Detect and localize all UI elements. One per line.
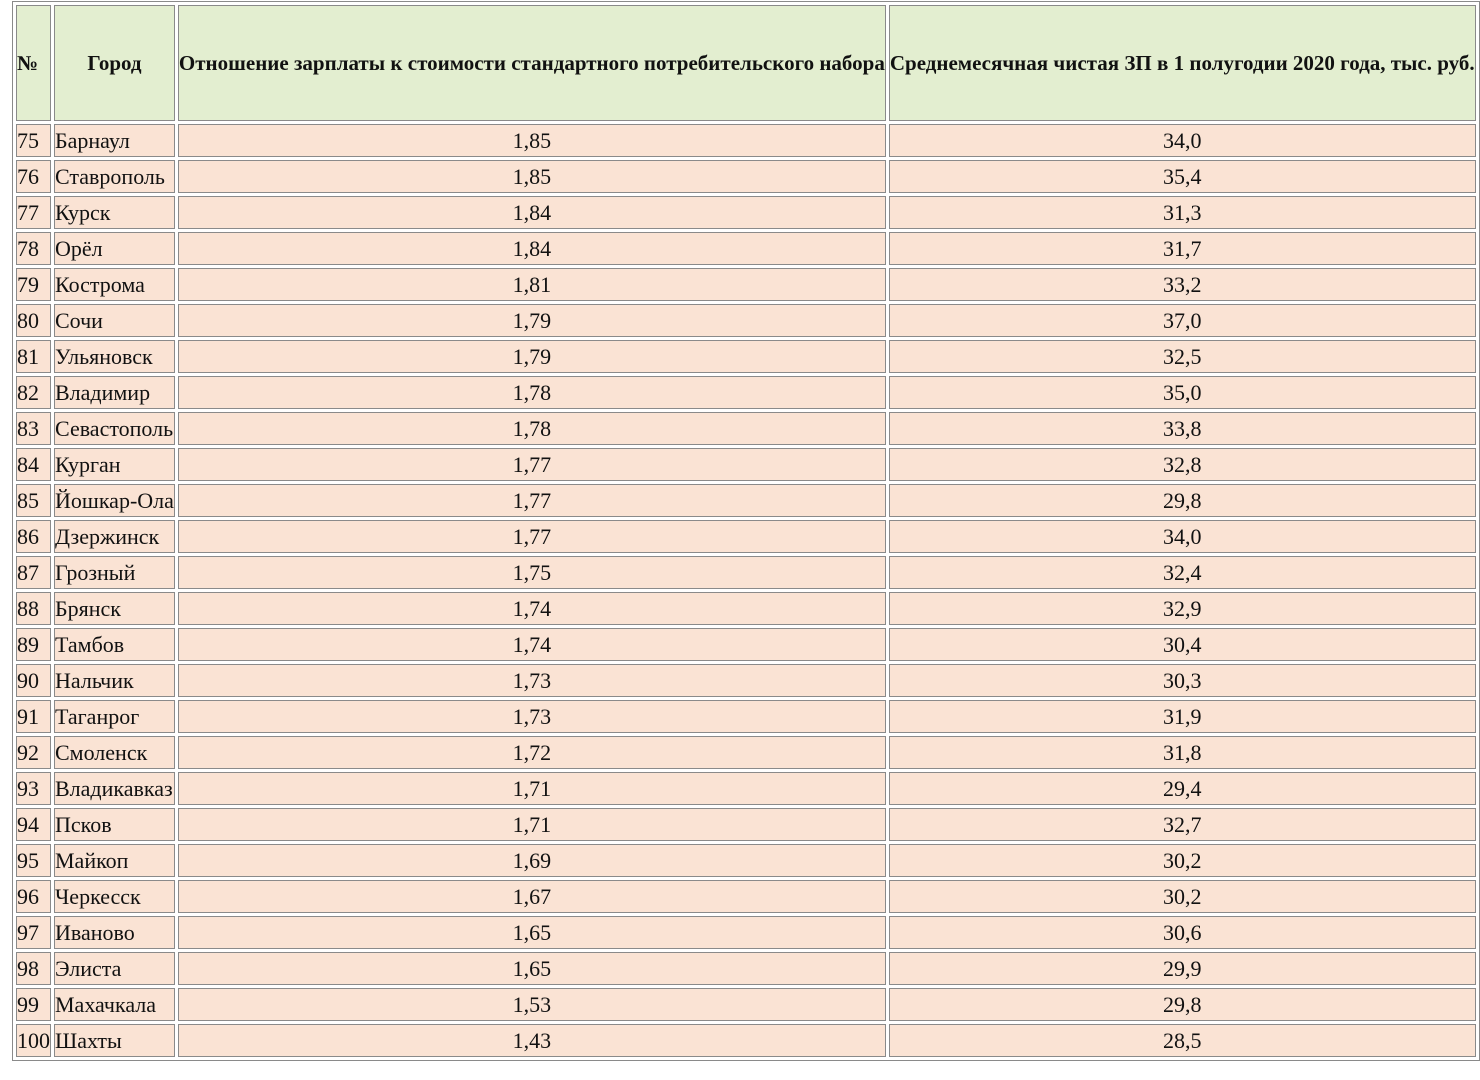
salary-ratio-value: 1,43 — [178, 1024, 886, 1057]
city-name: Дзержинск — [54, 520, 175, 553]
table-row — [16, 592, 1476, 625]
table-row — [16, 952, 1476, 985]
row-number: 77 — [16, 196, 51, 229]
row-number: 76 — [16, 160, 51, 193]
row-number: 90 — [16, 664, 51, 697]
table-row — [16, 880, 1476, 913]
row-number: 81 — [16, 340, 51, 373]
average-salary-value: 32,5 — [889, 340, 1476, 373]
average-salary-value: 28,5 — [889, 1024, 1476, 1057]
city-salary-table — [12, 1, 1480, 1061]
city-name: Владимир — [54, 376, 175, 409]
average-salary-value: 32,4 — [889, 556, 1476, 589]
row-number: 88 — [16, 592, 51, 625]
table-row — [16, 448, 1476, 481]
city-name: Ставрополь — [54, 160, 175, 193]
row-number: 96 — [16, 880, 51, 913]
salary-ratio-value: 1,78 — [178, 412, 886, 445]
table-row — [16, 520, 1476, 553]
city-name: Тамбов — [54, 628, 175, 661]
average-salary-value: 30,6 — [889, 916, 1476, 949]
row-number: 97 — [16, 916, 51, 949]
city-name: Грозный — [54, 556, 175, 589]
table-row — [16, 556, 1476, 589]
average-salary-value: 33,2 — [889, 268, 1476, 301]
average-salary-value: 32,7 — [889, 808, 1476, 841]
row-number: 85 — [16, 484, 51, 517]
city-name: Курск — [54, 196, 175, 229]
table-row — [16, 196, 1476, 229]
table-row — [16, 988, 1476, 1021]
city-name: Махачкала — [54, 988, 175, 1021]
table-row — [16, 124, 1476, 157]
row-number: 78 — [16, 232, 51, 265]
average-salary-value: 30,2 — [889, 844, 1476, 877]
average-salary-value: 29,8 — [889, 988, 1476, 1021]
row-number: 100 — [16, 1024, 51, 1057]
table-row — [16, 700, 1476, 733]
city-name: Смоленск — [54, 736, 175, 769]
city-name: Барнаул — [54, 124, 175, 157]
row-number: 86 — [16, 520, 51, 553]
header-average-salary: Среднемесячная чистая ЗП в 1 полугодии 2020 года, тыс. руб. — [889, 5, 1476, 121]
city-name: Таганрог — [54, 700, 175, 733]
table-row — [16, 412, 1476, 445]
row-number: 92 — [16, 736, 51, 769]
city-name: Севастополь — [54, 412, 175, 445]
table-row — [16, 268, 1476, 301]
average-salary-value: 31,7 — [889, 232, 1476, 265]
salary-ratio-value: 1,73 — [178, 664, 886, 697]
salary-ratio-value: 1,77 — [178, 520, 886, 553]
average-salary-value: 34,0 — [889, 520, 1476, 553]
city-name: Сочи — [54, 304, 175, 337]
average-salary-value: 34,0 — [889, 124, 1476, 157]
table-row — [16, 340, 1476, 373]
salary-ratio-value: 1,69 — [178, 844, 886, 877]
average-salary-value: 31,8 — [889, 736, 1476, 769]
city-name: Шахты — [54, 1024, 175, 1057]
salary-ratio-value: 1,53 — [178, 988, 886, 1021]
header-salary-ratio: Отношение зарплаты к стоимости стандартного потребительского набора — [178, 5, 886, 121]
row-number: 95 — [16, 844, 51, 877]
salary-ratio-value: 1,79 — [178, 304, 886, 337]
row-number: 83 — [16, 412, 51, 445]
average-salary-value: 29,9 — [889, 952, 1476, 985]
salary-ratio-value: 1,71 — [178, 808, 886, 841]
salary-ratio-value: 1,79 — [178, 340, 886, 373]
row-number: 79 — [16, 268, 51, 301]
table-row — [16, 160, 1476, 193]
row-number: 94 — [16, 808, 51, 841]
average-salary-value: 31,3 — [889, 196, 1476, 229]
table-row — [16, 376, 1476, 409]
table-row — [16, 736, 1476, 769]
row-number: 84 — [16, 448, 51, 481]
table-row — [16, 304, 1476, 337]
row-number: 98 — [16, 952, 51, 985]
table-row — [16, 484, 1476, 517]
table-row — [16, 628, 1476, 661]
salary-ratio-value: 1,65 — [178, 916, 886, 949]
table-row — [16, 1024, 1476, 1057]
salary-ratio-value: 1,78 — [178, 376, 886, 409]
city-name: Йошкар-Ола — [54, 484, 175, 517]
salary-ratio-value: 1,75 — [178, 556, 886, 589]
table-row — [16, 664, 1476, 697]
city-name: Элиста — [54, 952, 175, 985]
salary-ratio-value: 1,85 — [178, 160, 886, 193]
average-salary-value: 31,9 — [889, 700, 1476, 733]
city-name: Псков — [54, 808, 175, 841]
table-row — [16, 844, 1476, 877]
city-name: Владикавказ — [54, 772, 175, 805]
city-name: Иваново — [54, 916, 175, 949]
average-salary-value: 29,8 — [889, 484, 1476, 517]
average-salary-value: 30,3 — [889, 664, 1476, 697]
salary-ratio-value: 1,65 — [178, 952, 886, 985]
table-row — [16, 808, 1476, 841]
salary-ratio-value: 1,84 — [178, 196, 886, 229]
row-number: 80 — [16, 304, 51, 337]
city-name: Нальчик — [54, 664, 175, 697]
average-salary-value: 32,8 — [889, 448, 1476, 481]
average-salary-value: 30,4 — [889, 628, 1476, 661]
salary-ratio-value: 1,85 — [178, 124, 886, 157]
salary-ratio-value: 1,67 — [178, 880, 886, 913]
salary-ratio-value: 1,72 — [178, 736, 886, 769]
salary-ratio-value: 1,77 — [178, 448, 886, 481]
table-row — [16, 772, 1476, 805]
salary-ratio-value: 1,84 — [178, 232, 886, 265]
city-name: Кострома — [54, 268, 175, 301]
average-salary-value: 30,2 — [889, 880, 1476, 913]
average-salary-value: 37,0 — [889, 304, 1476, 337]
row-number: 93 — [16, 772, 51, 805]
row-number: 99 — [16, 988, 51, 1021]
header-number: № — [16, 5, 51, 121]
row-number: 87 — [16, 556, 51, 589]
row-number: 91 — [16, 700, 51, 733]
table-body — [16, 124, 1476, 1057]
table-row — [16, 916, 1476, 949]
average-salary-value: 32,9 — [889, 592, 1476, 625]
row-number: 89 — [16, 628, 51, 661]
city-name: Брянск — [54, 592, 175, 625]
row-number: 75 — [16, 124, 51, 157]
city-name: Майкоп — [54, 844, 175, 877]
city-name: Черкесск — [54, 880, 175, 913]
average-salary-value: 29,4 — [889, 772, 1476, 805]
salary-ratio-value: 1,74 — [178, 628, 886, 661]
average-salary-value: 35,4 — [889, 160, 1476, 193]
row-number: 82 — [16, 376, 51, 409]
salary-ratio-value: 1,74 — [178, 592, 886, 625]
header-city: Город — [54, 5, 175, 121]
salary-ratio-value: 1,77 — [178, 484, 886, 517]
city-name: Курган — [54, 448, 175, 481]
salary-ratio-value: 1,71 — [178, 772, 886, 805]
salary-ratio-value: 1,73 — [178, 700, 886, 733]
table-header-row — [16, 5, 1476, 121]
average-salary-value: 35,0 — [889, 376, 1476, 409]
table-row — [16, 232, 1476, 265]
salary-ratio-value: 1,81 — [178, 268, 886, 301]
average-salary-value: 33,8 — [889, 412, 1476, 445]
city-name: Орёл — [54, 232, 175, 265]
city-name: Ульяновск — [54, 340, 175, 373]
